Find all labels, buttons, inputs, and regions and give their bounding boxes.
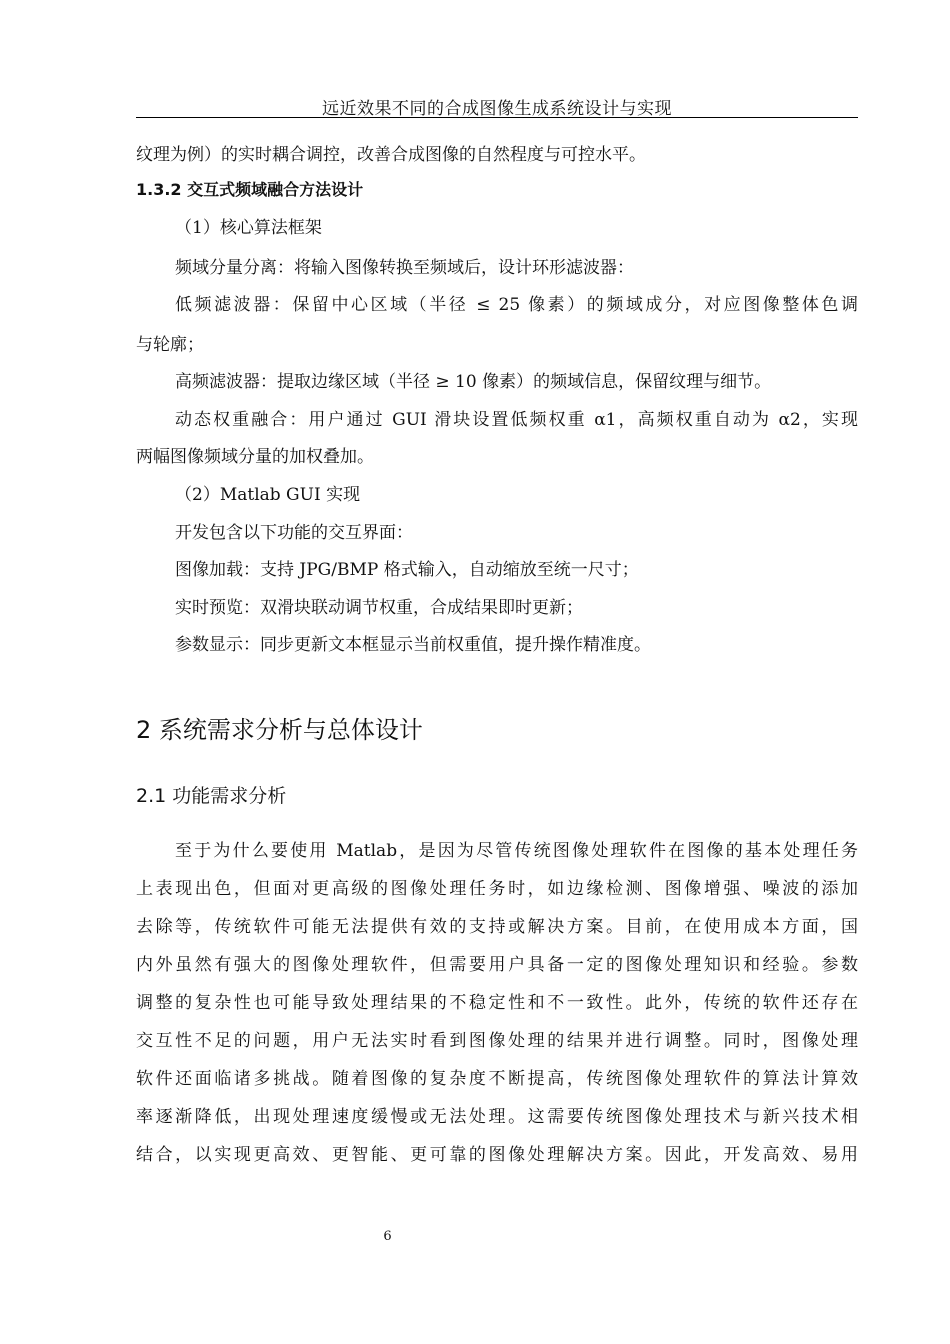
paragraph-line: 高频滤波器：提取边缘区域（半径 ≥ 10 像素）的频域信息，保留纹理与细节。: [175, 372, 772, 392]
running-header: 远近效果不同的合成图像生成系统设计与实现: [322, 99, 672, 119]
paragraph-line: 开发包含以下功能的交互界面：: [175, 523, 413, 543]
paragraph-line: 与轮廓；: [136, 335, 204, 355]
paragraph-line: 图像加载：支持 JPG/BMP 格式输入，自动缩放至统一尺寸；: [175, 560, 639, 580]
header-rule: [136, 117, 858, 118]
paragraph-line: 纹理为例）的实时耦合调控，改善合成图像的自然程度与可控水平。: [136, 145, 646, 165]
paragraph-line: 调整的复杂性也可能导致处理结果的不稳定性和不一致性。此外，传统的软件还存在: [136, 993, 858, 1013]
paragraph-line: 参数显示：同步更新文本框显示当前权重值，提升操作精准度。: [175, 635, 651, 655]
paragraph-line: 去除等，传统软件可能无法提供有效的支持或解决方案。目前，在使用成本方面，国: [136, 917, 858, 937]
chapter-heading: 2 系统需求分析与总体设计: [136, 716, 423, 744]
paragraph-line: 交互性不足的问题，用户无法实时看到图像处理的结果并进行调整。同时，图像处理: [136, 1031, 858, 1051]
paragraph-line: 动态权重融合：用户通过 GUI 滑块设置低频权重 α1，高频权重自动为 α2，实现: [175, 410, 858, 430]
paragraph-line: 软件还面临诸多挑战。随着图像的复杂度不断提高，传统图像处理软件的算法计算效: [136, 1069, 858, 1089]
paragraph-line: 实时预览：双滑块联动调节权重，合成结果即时更新；: [175, 598, 583, 618]
paragraph-line: 两幅图像频域分量的加权叠加。: [136, 447, 374, 467]
paragraph-line: 结合，以实现更高效、更智能、更可靠的图像处理解决方案。因此，开发高效、易用: [136, 1145, 858, 1165]
page-number: 6: [383, 1229, 392, 1244]
section-heading-2-1: 2.1 功能需求分析: [136, 785, 287, 807]
paragraph-line: 至于为什么要使用 Matlab，是因为尽管传统图像处理软件在图像的基本处理任务: [175, 841, 858, 861]
subheading-core-algorithm: （1）核心算法框架: [175, 218, 322, 238]
paragraph-line: 率逐渐降低，出现处理速度缓慢或无法处理。这需要传统图像处理技术与新兴技术相: [136, 1107, 858, 1127]
paragraph-line: 频域分量分离：将输入图像转换至频域后，设计环形滤波器：: [175, 258, 634, 278]
subheading-matlab-gui: （2）Matlab GUI 实现: [175, 485, 361, 505]
paragraph-line: 上表现出色，但面对更高级的图像处理任务时，如边缘检测、图像增强、噪波的添加: [136, 879, 858, 899]
paragraph-line: 低频滤波器：保留中心区域（半径 ≤ 25 像素）的频域成分，对应图像整体色调: [175, 295, 858, 315]
section-heading-1-3-2: 1.3.2 交互式频域融合方法设计: [136, 180, 364, 199]
paragraph-line: 内外虽然有强大的图像处理软件，但需要用户具备一定的图像处理知识和经验。参数: [136, 955, 858, 975]
